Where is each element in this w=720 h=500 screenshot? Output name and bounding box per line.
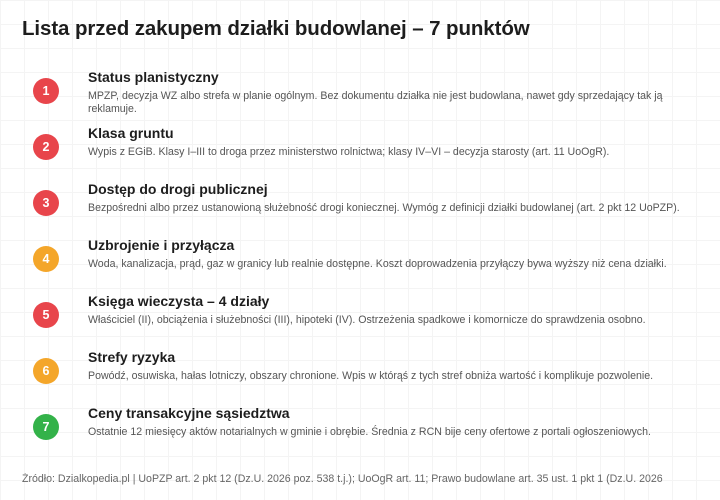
checklist-item-6: [0, 348, 720, 404]
item-description: Wypis z EGiB. Klasy I–III to droga przez ministerstwo rolnictwa; klasy IV–VI – decyzja starosty (art. 11 UoOgR).: [88, 146, 610, 158]
number-badge: 7: [33, 414, 59, 440]
item-description: Woda, kanalizacja, prąd, gaz w granicy lub realnie dostępne. Koszt doprowadzenia przyłączy bywa wyższy niż cena działki.: [88, 258, 667, 270]
item-title: Status planistyczny: [88, 69, 219, 85]
page-title: Lista przed zakupem działki budowlanej – 7 punktów: [22, 17, 530, 40]
item-title: Strefy ryzyka: [88, 349, 176, 365]
source-footer: Źródło: Dzialkopedia.pl | UoPZP art. 2 pkt 12 (Dz.U. 2026 poz. 538 t.j.); UoOgR art. 11; Prawo budowlane art. 35 ust. 1 pkt 1 (Dz.U. 2026: [22, 473, 663, 485]
checklist-item-7: [0, 404, 720, 460]
item-description: MPZP, decyzja WZ albo strefa w planie ogólnym. Bez dokumentu działka nie jest budowlana, nawet gdy sprzedający tak ją reklamuje.: [88, 90, 663, 115]
number-badge: 5: [33, 302, 59, 328]
number-badge: 1: [33, 78, 59, 104]
item-title: Klasa gruntu: [88, 125, 174, 141]
item-description: Ostatnie 12 miesięcy aktów notarialnych w gminie i obrębie. Średnia z RCN bije ceny ofertowe z portali ogłoszeniowych.: [88, 426, 651, 438]
item-description: Bezpośredni albo przez ustanowioną służebność drogi koniecznej. Wymóg z definicji działki budowlanej (art. 2 pkt 12 UoPZP).: [88, 202, 680, 214]
item-description: Powódź, osuwiska, hałas lotniczy, obszary chronione. Wpis w którąś z tych stref obniża wartość i komplikuje pozwolenie.: [88, 370, 654, 382]
number-badge: 2: [33, 134, 59, 160]
item-title: Księga wieczysta – 4 działy: [88, 293, 270, 309]
number-badge: 6: [33, 358, 59, 384]
checklist-item-1: [0, 68, 720, 124]
checklist-item-4: [0, 236, 720, 292]
checklist-item-5: [0, 292, 720, 348]
item-description: Właściciel (II), obciążenia i służebności (III), hipoteki (IV). Ostrzeżenia spadkowe i komornicze do sprawdzenia osobno.: [88, 314, 646, 326]
item-title: Dostęp do drogi publicznej: [88, 181, 268, 197]
item-title: Uzbrojenie i przyłącza: [88, 237, 235, 253]
number-badge: 3: [33, 190, 59, 216]
number-badge: 4: [33, 246, 59, 272]
checklist-item-2: [0, 124, 720, 180]
checklist-item-3: [0, 180, 720, 236]
item-title: Ceny transakcyjne sąsiedztwa: [88, 405, 290, 421]
